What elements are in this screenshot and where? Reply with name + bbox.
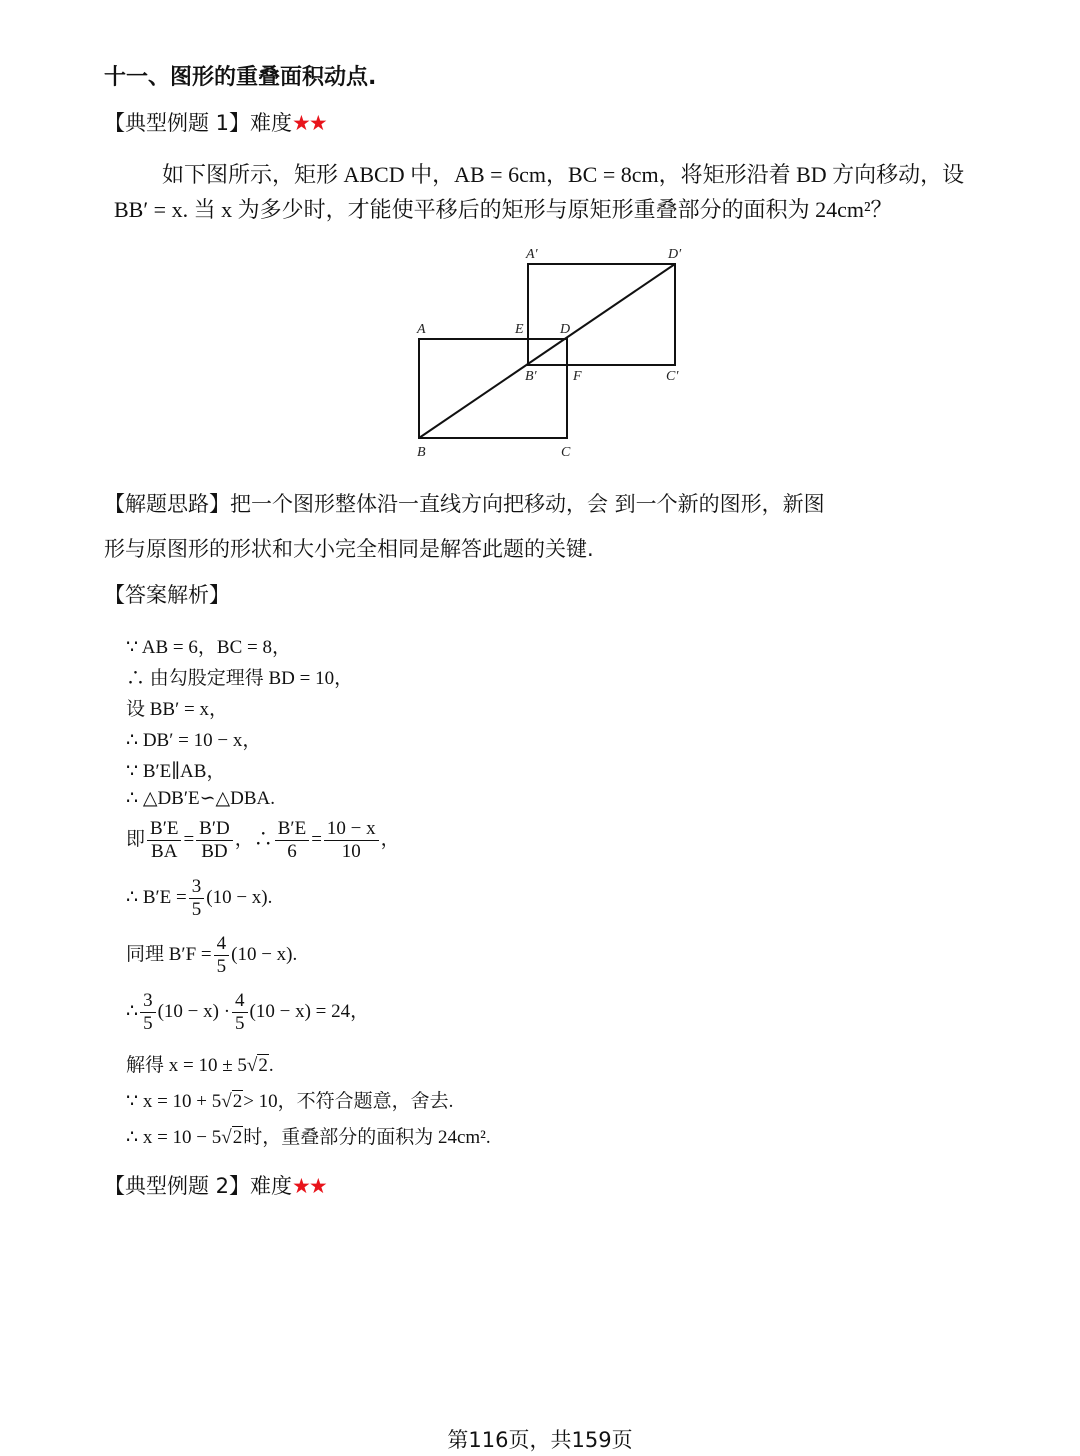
diagonal-bd (419, 264, 675, 438)
page-number: 第116页，共159页 (447, 1428, 633, 1452)
step-7-prefix: 即 (126, 828, 146, 850)
label-b: B (417, 445, 426, 460)
example-1-label-text: 【典型例题 1】难度 (104, 111, 293, 135)
solution-step-11: 解得 x = 10 ± 5√2. (126, 1055, 274, 1076)
sqrt-2-c: √2 (221, 1127, 243, 1148)
solution-step-10: ∴ $\frac{3}{5}$ (10 − x) · $\frac{4}{5}$ (10 − x) = 24， (126, 990, 370, 1034)
fraction-3-5: $\frac{3}{5}$ (189, 876, 205, 921)
difficulty-stars-2: ★★ (292, 1174, 326, 1198)
solution-step-9: 同理 B′F = $\frac{4}{5}$ (10 − x). (126, 933, 298, 977)
fraction-4-5: $\frac{4}{5}$ (214, 933, 230, 978)
label-c-prime: C′ (666, 369, 679, 384)
difficulty-stars: ★★ (292, 111, 326, 135)
solution-step-6: ∴ △DB′E∽△DBA. (126, 788, 276, 809)
example-2-label (104, 1170, 326, 1200)
label-f: F (573, 369, 582, 384)
solution-step-13: ∴ x = 10 − 5√2时，重叠部分的面积为 24cm². (126, 1127, 491, 1148)
label-d: D (560, 322, 571, 337)
problem-line-2: BB′ = x. 当 x 为多少时，才能使平移后的矩形与原矩形重叠部分的面积为 24cm²？ (114, 197, 893, 222)
sqrt-2-b: √2 (221, 1091, 243, 1112)
fraction-be-ba: $\frac{B'E}{BA}$ (147, 818, 181, 863)
label-c: C (561, 445, 571, 460)
section-title: 十一、图形的重叠面积动点. (104, 65, 377, 90)
translation-figure (400, 240, 700, 465)
solution-step-5: ∵ B′E∥AB， (126, 761, 226, 782)
problem-line-1: 如下图所示，矩形 ABCD 中，AB = 6cm，BC = 8cm，将矩形沿着 BD 方向移动，设 (162, 162, 965, 187)
answer-label: 【答案解析】 (104, 583, 230, 607)
sqrt-2-a: √2 (246, 1055, 268, 1076)
example-1-label (104, 107, 326, 137)
label-a-prime: A′ (526, 247, 538, 262)
fraction-10x-10: $\frac{10 - x}{10}$ (324, 818, 379, 863)
label-b-prime: B′ (525, 369, 537, 384)
hint-line-1: 【解题思路】把一个图形整体沿一直线方向把移动，会 到一个新的图形，新图 (104, 492, 825, 516)
solution-step-3: 设 BB′ = x， (126, 699, 228, 720)
solution-step-2: ∴ 由勾股定理得 BD = 10， (126, 668, 354, 689)
label-a: A (417, 322, 426, 337)
solution-step-4: ∴ DB′ = 10 − x， (126, 730, 262, 751)
solution-step-12: ∵ x = 10 + 5√2> 10，不符合题意，舍去. (126, 1091, 454, 1112)
solution-step-1: ∵ AB = 6，BC = 8， (126, 637, 291, 658)
label-e: E (515, 322, 524, 337)
fraction-be-6: $\frac{B'E}{6}$ (275, 818, 309, 863)
fraction-3-5-b: $\frac{3}{5}$ (140, 990, 156, 1035)
example-2-label-text: 【典型例题 2】难度 (104, 1174, 293, 1198)
hint-line-2: 形与原图形的形状和大小完全相同是解答此题的关键. (104, 537, 594, 561)
label-d-prime: D′ (668, 247, 682, 262)
solution-step-8: ∴ B′E = $\frac{3}{5}$ (10 − x). (126, 876, 273, 920)
fraction-4-5-b: $\frac{4}{5}$ (232, 990, 248, 1035)
solution-step-7: 即 $\frac{B'E}{BA}$ = $\frac{B'D}{BD}$ ，∴ $\frac{B'E}{6}$ = $\frac{10 - x}{10}$ ， (126, 818, 400, 862)
fraction-bd-bd: $\frac{B'D}{BD}$ (196, 818, 233, 863)
